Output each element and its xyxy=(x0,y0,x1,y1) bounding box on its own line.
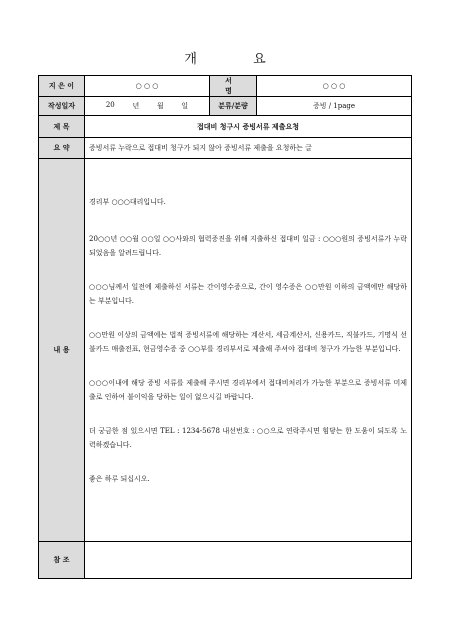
subject-value: 접대비 청구시 증빙서류 제출요청 xyxy=(85,116,412,138)
summary-value: 증빙서류 누락으로 접대비 청구가 되지 않아 증빙서류 제출을 요청하는 글 xyxy=(85,138,412,159)
date-row xyxy=(39,97,412,116)
reviewer-label-text: 서 명 xyxy=(225,76,241,95)
content-paragraph: ○○○님께서 일전에 제출하신 서류는 간이영수증으로, 간이 영수증은 ○○만원 이하의 금액에만 해당하는 부분입니다. xyxy=(89,282,407,305)
subject-label: 제 목 xyxy=(39,116,85,138)
content-paragraph: 좋은 하루 되십시오. xyxy=(89,474,150,483)
reference-row xyxy=(39,542,412,579)
date-label: 작성일자 xyxy=(39,97,85,116)
content-paragraph: ○○○이내에 해당 증빙 서류를 제출해 주시면 경리부에서 접대비처리가 가능한 부분으로 증빙서류 미제출로 인하여 불이익을 당하는 일이 없으시길 바랍니다. xyxy=(89,378,407,401)
content-label: 내 용 xyxy=(39,159,85,542)
summary-label: 요 약 xyxy=(39,138,85,159)
author-row xyxy=(39,76,412,97)
author-label: 지 은 이 xyxy=(39,76,85,97)
page-title: 개 요 xyxy=(184,52,292,67)
category-value: 증빙 / 1page xyxy=(257,97,412,116)
reviewer-label xyxy=(210,76,257,97)
content-paragraph: 경리부 ○○○대리입니다. xyxy=(89,198,166,206)
reviewer-value: ○ ○ ○ xyxy=(257,76,412,97)
content-paragraph: ○○만원 이상의 금액에는 법적 증빙서류에 해당하는 계산서, 세금계산서, 신용카드, 직불카드, 기명식 선불카드 매출전표, 현금영수증 중 ○○부를 경리부서로 제출해 주셔야 접대비 청구가 가능한 부분입니다. xyxy=(89,330,407,353)
subject-row xyxy=(39,116,412,138)
author-value: ○ ○ ○ xyxy=(85,76,210,97)
date-value xyxy=(85,97,210,116)
summary-form-table xyxy=(38,75,412,579)
category-label: 분류/분량 xyxy=(210,97,257,116)
reference-value xyxy=(85,542,412,579)
date-day-unit: 일 xyxy=(181,102,189,110)
date-year: 20 xyxy=(105,101,115,109)
content-row xyxy=(39,159,412,542)
summary-row xyxy=(39,138,412,159)
reference-label: 참 조 xyxy=(39,542,85,579)
date-year-unit: 년 xyxy=(132,102,140,110)
content-paragraph: 더 궁금한 점 있으시면 TEL : 1234-5678 내선번호 : ○○으로 연락주시면 힘닿는 한 도움이 되도록 노력하겠습니다. xyxy=(89,426,407,449)
content-paragraph: 20○○년 ○○월 ○○일 ○○사와의 협력증진을 위해 지출하신 접대비 일금 : ○○○원의 증빙서류가 누락되었음을 알려드립니다. xyxy=(89,234,407,257)
content-body xyxy=(85,159,412,542)
date-month-unit: 월 xyxy=(156,102,164,110)
